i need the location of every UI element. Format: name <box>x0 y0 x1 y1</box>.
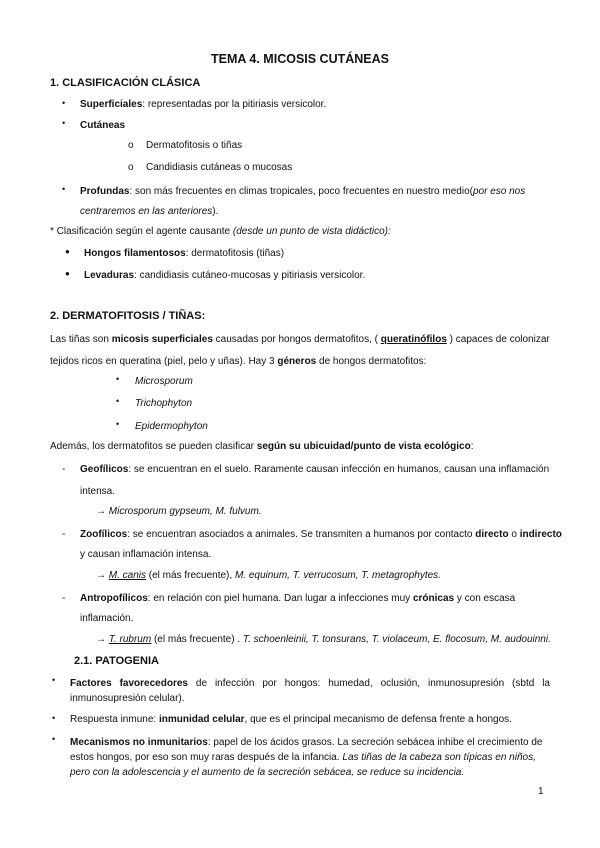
section-2-heading: 2. DERMATOFITOSIS / TIÑAS: <box>50 310 206 322</box>
antropofilicos-examples: → T. rubrum (el más frecuente) . T. schoenleinii, T. tonsurans, T. violaceum, E. flocosum, M. audouinni. <box>96 634 551 645</box>
page-number: 1 <box>538 786 544 797</box>
list-item-antropofilicos: Antropofílicos: en relación con piel humana. Dan lugar a infecciones muy crónicas y con escasa <box>80 593 516 604</box>
dash-icon: - <box>62 464 66 475</box>
list-item-dermatofitosis: Dermatofitosis o tiñas <box>146 140 243 151</box>
bullet-icon: • <box>52 713 56 723</box>
genus-epidermophyton: Epidermophyton <box>135 421 208 432</box>
geofilicos-examples: → Microsporum gypseum, M. fulvum. <box>96 506 262 517</box>
list-item-geofilicos: Geofílicos: se encuentran en el suelo. Raramente causan infección en humanos, causan una inflamación <box>80 464 550 475</box>
sub-bullet-icon: o <box>128 162 134 173</box>
bullet-icon: • <box>52 734 56 744</box>
bullet-icon: ● <box>65 247 70 256</box>
list-item-profundas-cont: centraremos en las anteriores). <box>80 206 219 217</box>
list-item-mecanismos: Mecanismos no inmunitarios: papel de los ácidos grasos. La secreción sebácea inhibe el crecimiento de estos hongos, por eso son muy raras después de la infancia. Las tiñas de la cabeza son típicas en niños, pero con la adolescencia y el aumento de la secreción sebácea, se reduce su incidencia. <box>70 737 543 778</box>
genus-microsporum: Microsporum <box>135 376 193 387</box>
section-1-heading: 1. CLASIFICACIÓN CLÁSICA <box>50 77 201 89</box>
list-item-candidiasis: Candidiasis cutáneas o mucosas <box>146 162 293 173</box>
sub-bullet-icon: o <box>128 140 134 151</box>
list-item-antropofilicos-cont: inflamación. <box>80 613 134 624</box>
bullet-icon: • <box>62 184 66 194</box>
list-item-hongos: Hongos filamentosos: dermatofitosis (tiñas) <box>84 248 285 259</box>
agente-note: * Clasificación según el agente causante (desde un punto de vista didáctico): <box>50 226 391 237</box>
list-item-cutaneas: Cutáneas <box>80 120 126 131</box>
page-title: TEMA 4. MICOSIS CUTÁNEAS <box>210 52 390 66</box>
list-item-factores: Factores favorecedores de infección por hongos: humedad, oclusión, inmunosupresión (sbtd la inmunosupresión celular). <box>70 678 550 704</box>
bullet-icon: • <box>116 396 120 406</box>
paragraph-ecologico: Además, los dermatofitos se pueden clasificar según su ubicuidad/punto de vista ecológico: <box>50 441 474 452</box>
dash-icon: - <box>62 529 66 540</box>
zoofilicos-examples: → M. canis (el más frecuente), M. equinum, T. verrucosum, T. metagrophytes. <box>96 570 441 581</box>
dash-icon: - <box>62 593 66 604</box>
bullet-icon: • <box>52 675 56 685</box>
list-item-zoofilicos: Zoofílicos: se encuentran asociados a animales. Se transmiten a humanos por contacto directo o indirecto <box>80 529 562 540</box>
section-2-1-heading: 2.1. PATOGENIA <box>74 655 159 667</box>
list-item-levaduras: Levaduras: candidiasis cutáneo-mucosas y pitiriasis versicolor. <box>84 270 366 281</box>
genus-trichophyton: Trichophyton <box>135 398 193 409</box>
bullet-icon: • <box>116 374 120 384</box>
bullet-icon: • <box>62 98 66 108</box>
list-item-superficiales: Superficiales: representadas por la pitiriasis versicolor. <box>80 99 327 110</box>
bullet-icon: • <box>62 118 66 128</box>
list-item-geofilicos-cont: intensa. <box>80 486 116 497</box>
list-item-profundas: Profundas: son más frecuentes en climas tropicales, poco frecuentes en nuestro medio(por eso nos <box>80 186 526 197</box>
bullet-icon: • <box>116 419 120 429</box>
list-item-zoofilicos-cont: y causan inflamación intensa. <box>80 549 212 560</box>
list-item-respuesta: Respuesta inmune: inmunidad celular, que es el principal mecanismo de defensa frente a hongos. <box>70 714 512 725</box>
paragraph-line-1: Las tiñas son micosis superficiales causadas por hongos dermatofitos, ( queratinófilos ) capaces de colonizar <box>50 334 550 345</box>
paragraph-line-2: tejidos ricos en queratina (piel, pelo y uñas). Hay 3 géneros de hongos dermatofitos: <box>50 356 427 367</box>
bullet-icon: ● <box>65 269 70 278</box>
